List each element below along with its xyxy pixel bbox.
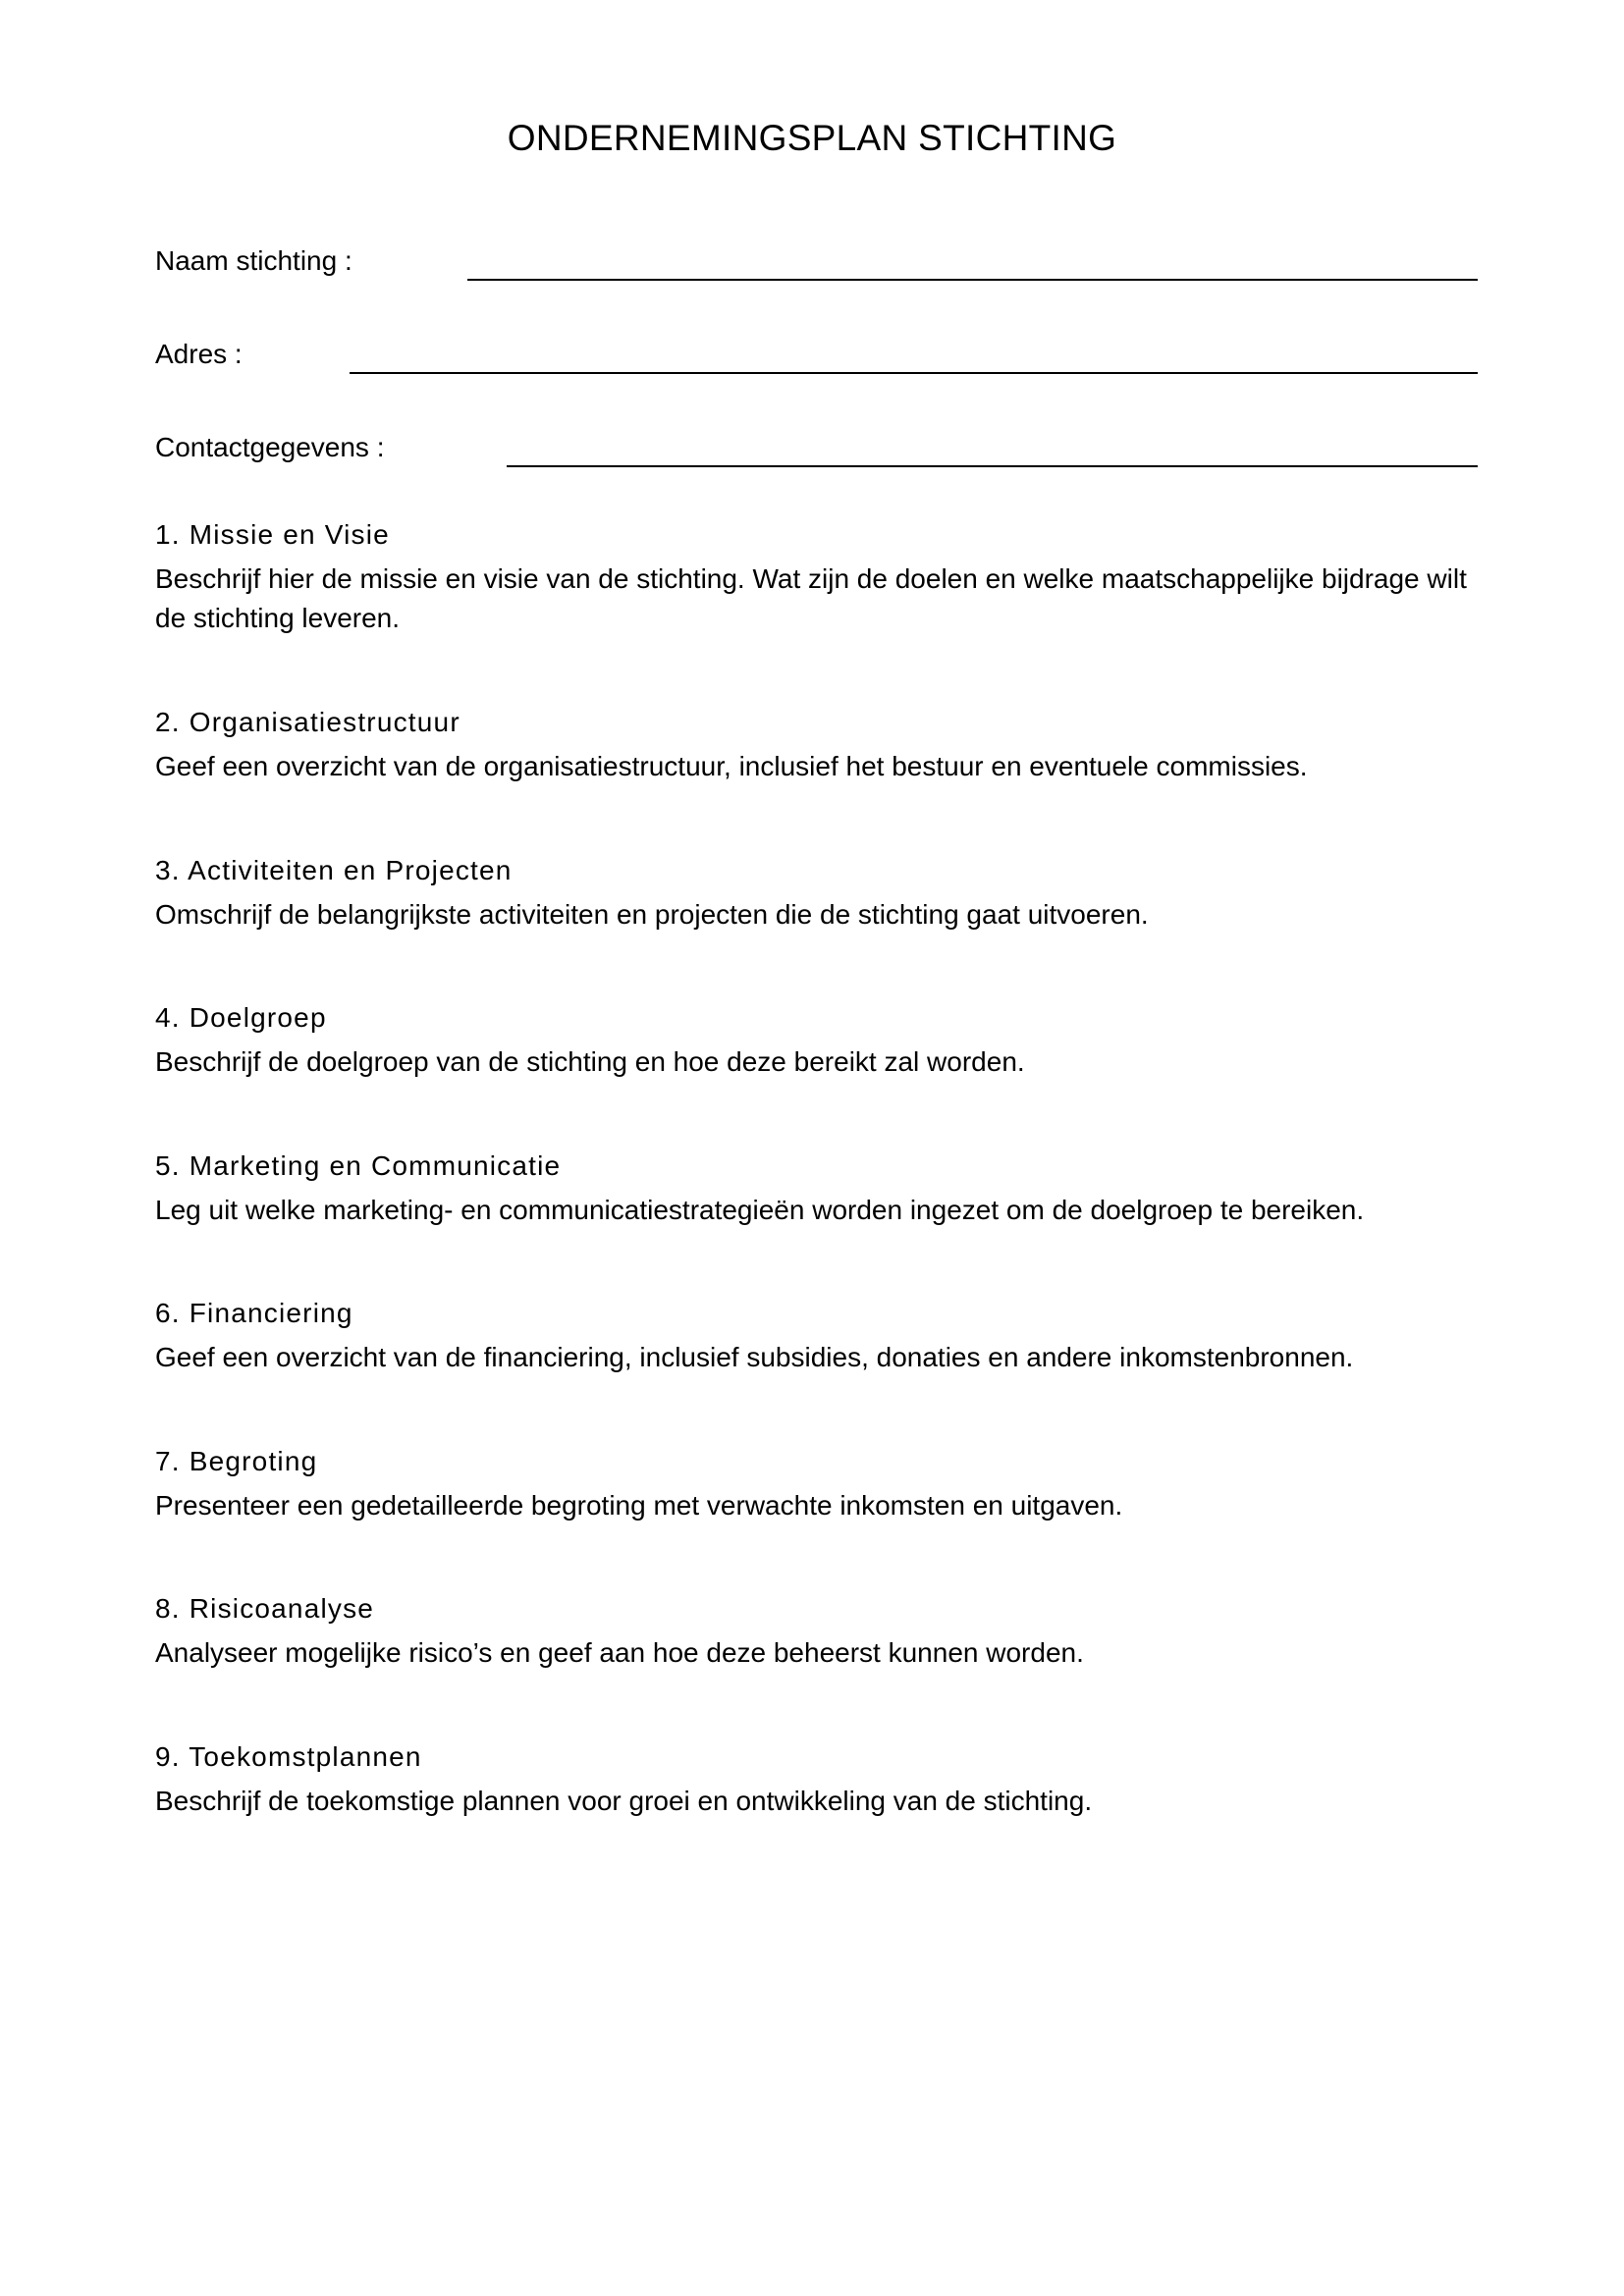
section-organisatiestructuur [155, 704, 1481, 786]
section-body: Beschrijf de toekomstige plannen voor groei en ontwikkeling van de stichting. [155, 1786, 1093, 1816]
section-missie-visie [155, 516, 1481, 638]
field-contactgegevens [155, 432, 1478, 471]
section-heading: 7. Begroting [155, 1446, 318, 1476]
section-body: Geef een overzicht van de financiering, inclusief subsidies, donaties en andere inkomstenbronnen. [155, 1342, 1354, 1372]
field-line-adres[interactable] [350, 372, 1478, 374]
section-financiering [155, 1295, 1481, 1377]
field-label-adres: Adres : [155, 339, 243, 369]
section-body: Analyseer mogelijke risico’s en geef aan hoe deze beheerst kunnen worden. [155, 1637, 1084, 1668]
section-risicoanalyse [155, 1590, 1481, 1673]
section-body: Presenteer een gedetailleerde begroting met verwachte inkomsten en uitgaven. [155, 1490, 1123, 1521]
section-heading: 2. Organisatiestructuur [155, 707, 460, 737]
field-naam-stichting [155, 245, 1478, 285]
section-body: Geef een overzicht van de organisatiestructuur, inclusief het bestuur en eventuele commissies. [155, 751, 1308, 781]
section-body: Beschrijf hier de missie en visie van de stichting. Wat zijn de doelen en welke maatschappelijke bijdrage wilt de stichting leveren. [155, 563, 1467, 633]
field-label-contactgegevens: Contactgegevens : [155, 432, 385, 462]
section-body: Leg uit welke marketing- en communicatiestrategieën worden ingezet om de doelgroep te bereiken. [155, 1195, 1365, 1225]
section-heading: 5. Marketing en Communicatie [155, 1150, 562, 1181]
section-body: Beschrijf de doelgroep van de stichting en hoe deze bereikt zal worden. [155, 1046, 1025, 1077]
section-heading: 1. Missie en Visie [155, 519, 390, 550]
section-heading: 6. Financiering [155, 1298, 353, 1328]
section-toekomstplannen [155, 1738, 1481, 1821]
section-heading: 9. Toekomstplannen [155, 1741, 422, 1772]
section-activiteiten-projecten [155, 852, 1481, 934]
section-heading: 8. Risicoanalyse [155, 1593, 375, 1624]
field-label-naam-stichting: Naam stichting : [155, 245, 352, 276]
page-title: ONDERNEMINGSPLAN STICHTING [507, 118, 1117, 158]
section-doelgroep [155, 999, 1481, 1082]
field-line-contactgegevens[interactable] [507, 465, 1478, 467]
section-marketing-communicatie [155, 1148, 1481, 1230]
field-line-naam-stichting[interactable] [467, 279, 1478, 281]
section-heading: 4. Doelgroep [155, 1002, 327, 1033]
section-begroting [155, 1443, 1481, 1525]
section-heading: 3. Activiteiten en Projecten [155, 855, 513, 885]
field-adres [155, 339, 1478, 378]
section-body: Omschrijf de belangrijkste activiteiten en projecten die de stichting gaat uitvoeren. [155, 899, 1149, 930]
